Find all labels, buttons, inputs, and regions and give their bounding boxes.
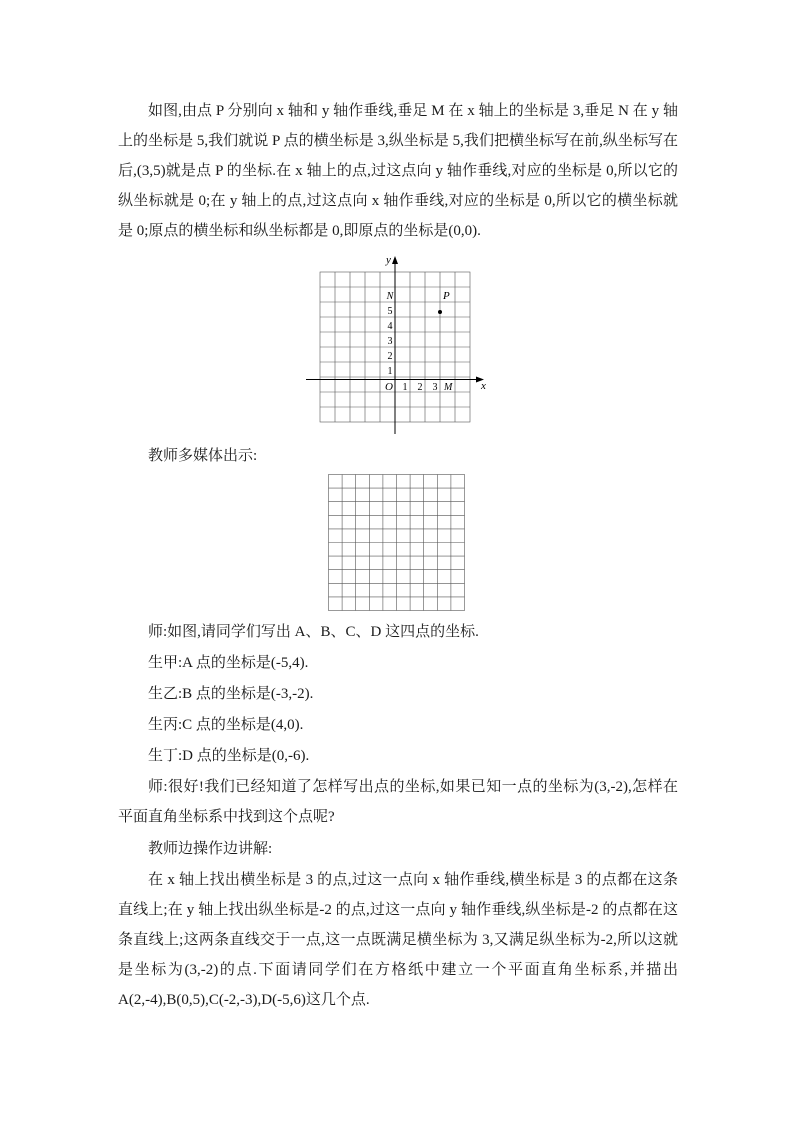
x-axis-label: x <box>481 380 486 392</box>
point-p-label: P <box>443 290 450 302</box>
point-n-label: N <box>386 291 394 302</box>
coordinate-figure-with-point-p <box>300 252 500 442</box>
answer-c-line: 生丙:C 点的坐标是(4,0). <box>148 717 304 733</box>
paragraph-explanation: 在 x 轴上找出横坐标是 3 的点,过这一点向 x 轴作垂线,横坐标是 3 的点都在这条直线上;在 y 轴上找出纵坐标是-2 的点,过这一点向 y 轴作垂线,纵坐标是-2 的点都在这条直线上;这两条直线交于一点,这一点既满足横坐标为 3,又满足纵坐标为-2,所以这就是坐标为(3,-2)的点.下面请同学们在方格纸中建立一个平面直角坐标系,并描出 A(2,-4),B(0,5),C(-2,-3),D(-5,6)这几个点. <box>118 872 678 1008</box>
answer-b-line: 生乙:B 点的坐标是(-3,-2). <box>148 686 314 702</box>
y-tick-label-1: 1 <box>387 366 393 377</box>
y-tick-label-4: 4 <box>387 321 393 332</box>
teacher-explain-line: 教师边操作边讲解: <box>148 841 273 857</box>
paragraph-teacher-question: 师:很好!我们已经知道了怎样写出点的坐标,如果已知一点的坐标为(3,-2),怎样在平面直角坐标系中找到这个点呢? <box>118 779 678 825</box>
answer-a-line: 生甲:A 点的坐标是(-5,4). <box>148 655 309 671</box>
blank-grid-figure <box>328 474 466 612</box>
point-m-label: M <box>444 382 453 393</box>
teacher-show-line: 教师多媒体出示: <box>148 448 258 464</box>
origin-label: O <box>385 381 393 393</box>
answer-d-line: 生丁:D 点的坐标是(0,-6). <box>148 748 310 764</box>
y-axis-label: y <box>386 254 391 266</box>
paragraph-coordinate-definition: 如图,由点 P 分别向 x 轴和 y 轴作垂线,垂足 M 在 x 轴上的坐标是 3,垂足 N 在 y 轴上的坐标是 5,我们就说 P 点的横坐标是 3,纵坐标是 5,我们把横坐标写在前,纵坐标写在后,(3,5)就是点 P 的坐标.在 x 轴上的点,过这点向 y 轴作垂线,对应的坐标是 0,所以它的纵坐标就是 0;在 y 轴上的点,过这点向 x 轴作垂线,对应的坐标是 0,所以它的横坐标就是 0;原点的横坐标和纵坐标都是 0,即原点的坐标是(0,0). <box>118 103 678 239</box>
y-tick-label-2: 2 <box>387 351 393 362</box>
x-tick-label-1: 1 <box>402 382 408 393</box>
y-axis-arrow <box>392 256 398 264</box>
question-line: 师:如图,请同学们写出 A、B、C、D 这四点的坐标. <box>148 624 479 640</box>
x-tick-label-3: 3 <box>432 382 438 393</box>
y-tick-label-3: 3 <box>387 336 393 347</box>
point-p <box>438 310 442 314</box>
x-tick-label-2: 2 <box>417 382 423 393</box>
y-tick-label-5: 5 <box>387 306 393 317</box>
